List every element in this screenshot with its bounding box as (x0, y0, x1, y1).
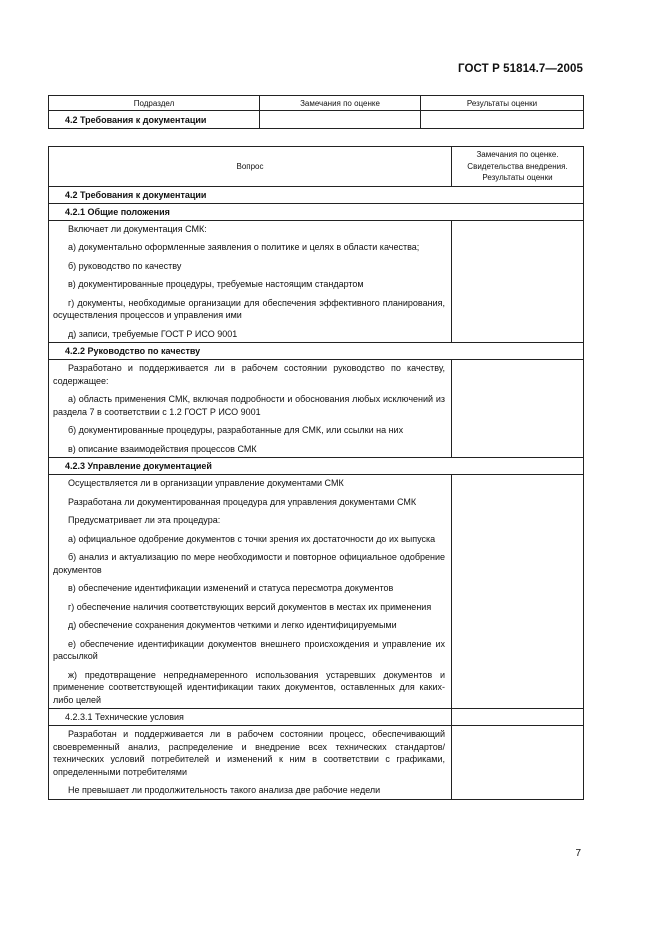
summary-header-row (49, 96, 584, 111)
question-text: г) обеспечение наличия соответствующих версий документов в местах их применения (68, 601, 432, 612)
question-text: Осуществляется ли в организации управление документами СМК (68, 478, 344, 488)
summary-section-cell: 4.2 Требования к документации (49, 111, 260, 129)
content-row-4-2-1 (49, 220, 584, 343)
question-text: Разработан и поддерживается ли в рабочем состоянии процесс, обеспечивающий своевременный анализ, распределение и внедрение всех технических стандартов/технических условий потребителей и изменений к ним в соответствии с графиками, определенными потребителями (53, 729, 445, 777)
section-row-4-2-2 (49, 343, 584, 360)
question-text: Включает ли документация СМК: (68, 223, 207, 234)
answer-cell-4-2-3-1 (452, 726, 584, 800)
question-cell-4-2-2 (49, 360, 452, 458)
section-title-4-2-3-1: 4.2.3.1 Технические условия (49, 709, 452, 726)
questions-table (48, 146, 584, 800)
summary-results-cell (421, 111, 584, 129)
question-text: в) описание взаимодействия процессов СМК (68, 443, 257, 454)
section-title-4-2-3: 4.2.3 Управление документацией (49, 458, 584, 475)
col-remarks-header: Замечания по оценке (260, 96, 421, 111)
question-text: д) обеспечение сохранения документов четкими и легко идентифицируемыми (68, 620, 397, 630)
section-row-4-2-3-1 (49, 709, 584, 726)
question-text: е) обеспечение идентификации документов внешнего происхождения и управление их рассылкой (53, 638, 445, 661)
section-title-4-2-2: 4.2.2 Руководство по качеству (49, 343, 584, 360)
col-results-header: Результаты оценки (421, 96, 584, 111)
page-number: 7 (575, 848, 581, 859)
section-row-4-2 (49, 186, 584, 203)
section-answer-4-2-3-1 (452, 709, 584, 726)
question-text: Предусматривает ли эта процедура: (68, 515, 221, 525)
question-text: б) руководство по качеству (68, 260, 182, 271)
answer-cell-4-2-1 (452, 220, 584, 343)
question-text: г) документы, необходимые организации для обеспечения эффективного планирования, осуществления процессов и управления ими (53, 297, 445, 320)
question-text: д) записи, требуемые ГОСТ Р ИСО 9001 (68, 328, 238, 339)
question-text: б) документированные процедуры, разработанные для СМК, или ссылки на них (68, 425, 404, 435)
question-text: а) официальное одобрение документов с точки зрения их достаточности до их выпуска (68, 533, 436, 544)
question-text: ж) предотвращение непреднамеренного использования устаревших документов и применение соответствующей идентификации таких документов, оставленных для каких-либо целей (53, 669, 445, 705)
question-text: Не превышает ли продолжительность такого анализа две рабочие недели (68, 785, 381, 795)
content-row-4-2-3 (49, 475, 584, 709)
question-cell-4-2-1 (49, 220, 452, 343)
question-cell-4-2-3 (49, 475, 452, 709)
question-text: б) анализ и актуализацию по мере необходимости и повторное официальное одобрение документов (53, 552, 445, 575)
summary-table (48, 95, 584, 129)
question-text: а) область применения СМК, включая подробности и обоснования любых исключений из раздела 7 в соответствии с 1.2 ГОСТ Р ИСО 9001 (53, 394, 445, 417)
question-text: в) обеспечение идентификации изменений и статуса пересмотра документов (68, 583, 394, 593)
question-text: Разработана ли документированная процедура для управления документами СМК (68, 496, 417, 507)
answer-cell-4-2-3 (452, 475, 584, 709)
section-row-4-2-3 (49, 458, 584, 475)
col-subsection-header: Подраздел (49, 96, 260, 111)
section-title-4-2-1: 4.2.1 Общие положения (49, 203, 584, 220)
content-row-4-2-2 (49, 360, 584, 458)
question-text: в) документированные процедуры, требуемые настоящим стандартом (68, 279, 364, 289)
summary-section-row (49, 111, 584, 129)
document-code: ГОСТ Р 51814.7—2005 (458, 63, 583, 75)
question-cell-4-2-3-1 (49, 726, 452, 800)
col-right-header: Замечания по оценке. Свидетельства внедрения. Результаты оценки (452, 147, 584, 187)
col-question-header: Вопрос (49, 147, 452, 187)
questions-header-row (49, 147, 584, 187)
answer-cell-4-2-2 (452, 360, 584, 458)
section-title-4-2: 4.2 Требования к документации (49, 186, 584, 203)
section-row-4-2-1 (49, 203, 584, 220)
summary-remarks-cell (260, 111, 421, 129)
question-text: а) документально оформленные заявления о политике и целях в области качества; (68, 242, 420, 252)
content-row-4-2-3-1 (49, 726, 584, 800)
question-text: Разработано и поддерживается ли в рабочем состоянии руководство по качеству, содержащее: (53, 363, 445, 386)
